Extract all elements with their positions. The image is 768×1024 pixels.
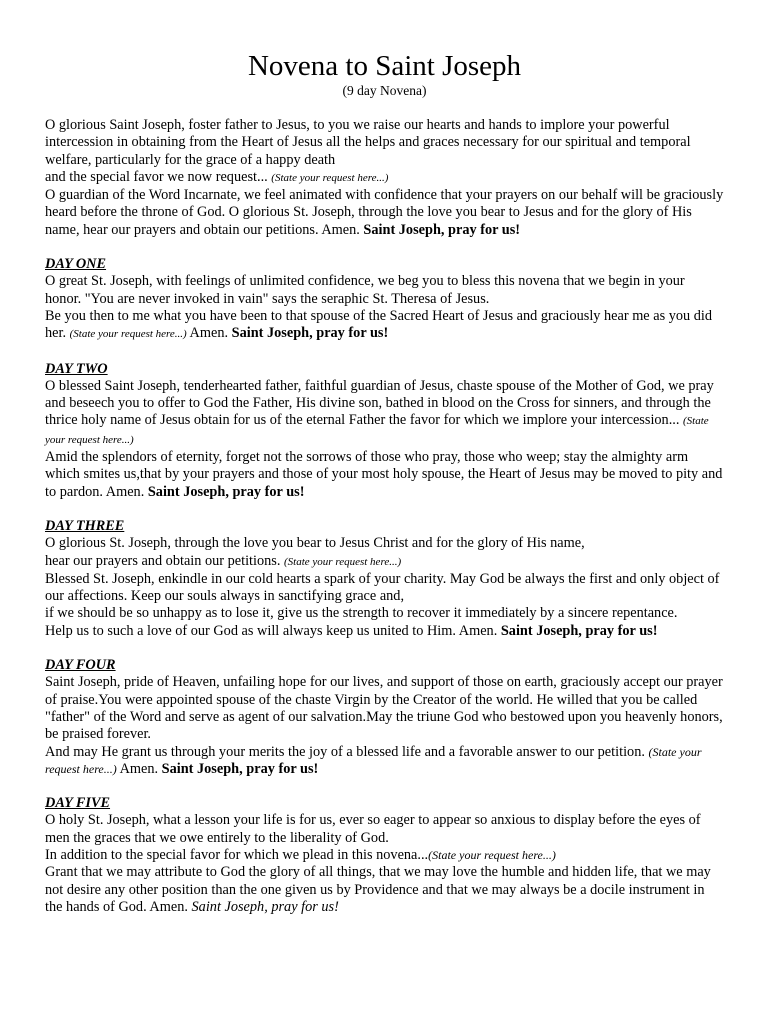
pray-for-us: Saint Joseph, pray for us! — [231, 325, 389, 342]
pray-for-us: Saint Joseph, pray for us! — [147, 483, 305, 500]
day-one-heading: DAY ONE — [45, 256, 107, 273]
day-four-text: And may He grant us through your merits the joy of a blessed life and a favorable answer to our petition. — [45, 743, 645, 760]
pray-for-us: Saint Joseph, pray for us! — [363, 221, 521, 238]
day-five-paragraph-2 — [45, 847, 724, 864]
day-three-paragraph-2: Blessed St. Joseph, enkindle in our cold hearts a spark of your charity. May God be always the first and only object of our affections. Keep our souls always in sanctifying grace and, — [45, 570, 720, 605]
page-title: Novena to Saint Joseph — [247, 50, 522, 82]
intro-paragraph-1: O glorious Saint Joseph, foster father to Jesus, to you we raise our hearts and hands to implore your powerful intercession in obtaining from the Heart of Jesus all the helps and graces necessary for our spiritual and temporal welfare, particularly for the grace of a happy death — [45, 117, 691, 168]
request-placeholder: (State your request here...) — [428, 847, 556, 862]
day-two-text: O blessed Saint Joseph, tenderhearted father, faithful guardian of Jesus, chaste spouse of the Mother of God, we pray and beseech you to offer to God the Father, His divine son, bathed in blood on the Cross for sinners, and through the thrice holy name of Jesus obtain for us of the eternal Father the favor for which we implore your intercession... — [45, 377, 714, 429]
day-two-text-2: Amid the splendors of eternity, forget not the sorrows of those who pray, those who weep; stay the almighty arm which smites us,that by your prayers and those of your most holy spouse, the Heart of Jesus may be moved to pity and to pardon. Amen. — [45, 449, 723, 500]
day-one-paragraph-1: O great St. Joseph, with feelings of unlimited confidence, we beg you to bless this novena that we begin in your honor. "You are never invoked in vain" says the seraphic St. Theresa of Jesus. — [45, 273, 685, 307]
pray-for-us: Saint Joseph, pray for us! — [161, 760, 319, 777]
day-one-prayer — [45, 273, 724, 343]
day-three-text-4: Help us to such a love of our God as will always keep us united to Him. Amen. — [45, 622, 498, 639]
intro-request-text: and the special favor we now request... — [45, 168, 268, 185]
pray-for-us: Saint Joseph, pray for us! — [191, 898, 339, 915]
request-placeholder: (State your request here...) — [69, 328, 187, 341]
day-four-paragraph-1: Saint Joseph, pride of Heaven, unfailing hope for our lives, and support of those on earth, graciously accept our prayer of praise.You were appointed spouse of the chaste Virgin by the Creator of the world. He willed that you be called "father" of the Word and serve as agent of our salvation.May the triune God who bestowed upon you heavenly honors, be praised forever. — [45, 674, 723, 743]
amen-text: Amen. — [189, 325, 229, 342]
day-five-heading: DAY FIVE — [45, 795, 111, 812]
intro-paragraph-3 — [45, 187, 724, 239]
day-five-text: In addition to the special favor for which we plead in this novena... — [45, 846, 429, 863]
day-two-heading: DAY TWO — [45, 360, 108, 377]
page-subtitle: (9 day Novena) — [342, 83, 427, 98]
day-three-line-4 — [45, 623, 724, 640]
intro-prayer — [45, 117, 724, 239]
day-four-prayer — [45, 674, 724, 778]
day-one-paragraph-2 — [45, 308, 724, 344]
pray-for-us: Saint Joseph, pray for us! — [500, 622, 658, 639]
day-two-paragraph-2 — [45, 449, 724, 501]
intro-guardian-text: O guardian of the Word Incarnate, we feel animated with confidence that your prayers on our behalf will be graciously heard before the throne of God. O glorious St. Joseph, through the love you bear to Jesus and for the glory of His name, hear our prayers and obtain our petitions. Amen. — [45, 187, 724, 238]
day-five-paragraph-1: O holy St. Joseph, what a lesson your life is for us, ever so eager to appear so anxious to display before the eyes of men the graces that we owe entirely to the liberality of God. — [45, 812, 701, 846]
day-five-text-3: Grant that we may attribute to God the glory of all things, that we may love the humble and hidden life, that we may not desire any other position than the one given us by Providence and that we may always be a docile instrument in the hands of God. Amen. — [45, 864, 711, 915]
request-placeholder: (State your request here...) — [45, 744, 702, 776]
day-three-line-3: if we should be so unhappy as to lose it, give us the strength to recover it immediately by a sincere repentance. — [45, 605, 678, 622]
day-three-heading: DAY THREE — [45, 517, 125, 534]
day-three-line-1: O glorious St. Joseph, through the love you bear to Jesus Christ and for the glory of His name, — [45, 535, 585, 552]
day-three-line-2 — [45, 553, 724, 571]
day-four-paragraph-2 — [45, 744, 724, 779]
day-two-prayer — [45, 378, 724, 501]
request-placeholder: (State your request here...) — [271, 171, 389, 184]
amen-text: Amen. — [119, 760, 159, 777]
request-placeholder: (State your request here...) — [45, 415, 709, 446]
day-one-text: Be you then to me what you have been to that spouse of the Sacred Heart of Jesus and graciously hear me as you did her. — [45, 307, 713, 342]
intro-paragraph-2 — [45, 169, 724, 187]
day-two-paragraph-1 — [45, 378, 724, 449]
day-five-prayer — [45, 812, 724, 916]
day-four-heading: DAY FOUR — [45, 657, 116, 674]
day-three-text: hear our prayers and obtain our petitions. — [45, 552, 281, 569]
day-five-paragraph-3 — [45, 864, 724, 916]
request-placeholder: (State your request here...) — [284, 555, 402, 568]
day-three-prayer — [45, 535, 724, 640]
